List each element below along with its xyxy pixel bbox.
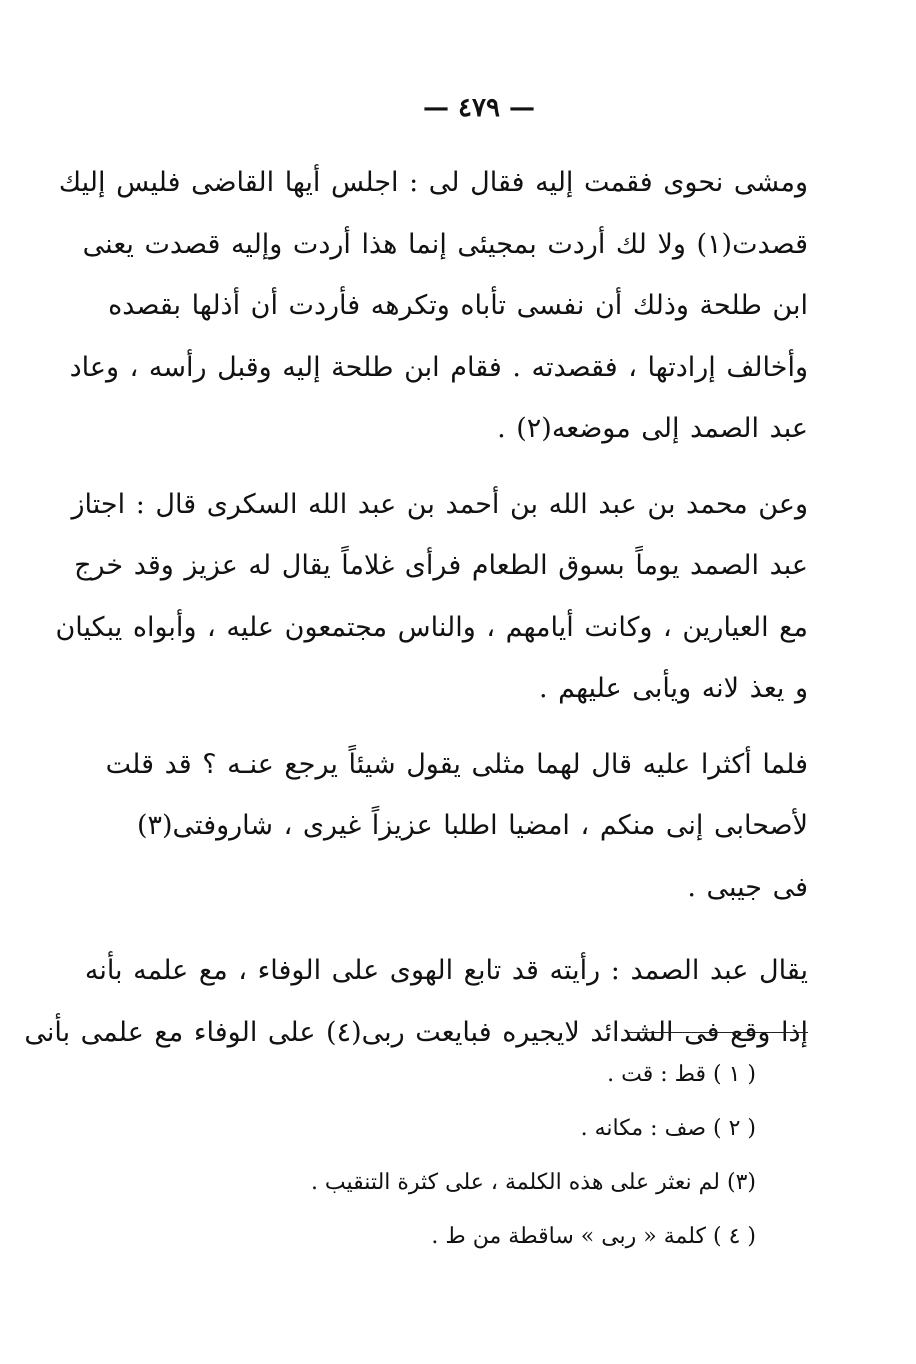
text-line: و يعذ لانه ويأبى عليهم .	[538, 673, 808, 704]
main-text	[24, 152, 808, 1063]
text-line: فى جيبى .	[687, 871, 808, 903]
text-line: عبد الصمد إلى موضعه(٢) .	[497, 413, 808, 444]
footnote-divider	[628, 1032, 808, 1033]
footnote-3: (٣) لم نعثر على هذه الكلمة ، على كثرة التنقيب .	[310, 1170, 756, 1195]
footnote-1: ( ١ ) قط : قت .	[607, 1062, 756, 1087]
paragraph-3	[105, 734, 808, 919]
page-number: — ٤٧٩ —	[422, 93, 536, 123]
footnote-2: ( ٢ ) صف : مكانه .	[580, 1116, 756, 1141]
text-line: ابن طلحة وذلك أن نفسى تأباه وتكرهه فأردت أن أذلها بقصده	[108, 290, 808, 321]
text-line: وعن محمد بن عبد الله بن أحمد بن عبد الله السكرى قال : اجتاز	[71, 488, 808, 520]
paragraph-4	[24, 940, 808, 1063]
text-line: ومشى نحوى فقمت إليه فقال لى : اجلس أيها القاضى فليس إليك	[58, 167, 808, 198]
text-line: فلما أكثرا عليه قال لهما مثلى يقول شيئاً يرجع عنـه ؟ قد قلت	[105, 748, 808, 780]
text-line: لأصحابى إنى منكم ، امضيا اطلبا عزيزاً غيرى ، شاروفتى(٣)	[136, 810, 808, 841]
text-line: يقال عبد الصمد : رأيته قد تابع الهوى على الوفاء ، مع علمه بأنه	[84, 955, 808, 986]
text-line: عبد الصمد يوماً بسوق الطعام فرأى غلاماً يقال له عزيز وقد خرج	[74, 550, 808, 581]
text-line: قصدت(١) ولا لك أردت بمجيئى إنما هذا أردت وإليه قصدت يعنى	[82, 228, 808, 260]
text-line: وأخالف إرادتها ، فقصدته . فقام ابن طلحة إليه وقبل رأسه ، وعاد	[69, 351, 808, 383]
paragraph-2	[55, 474, 808, 720]
text-line: مع العيارين ، وكانت أيامهم ، والناس مجتمعون عليه ، وأبواه يبكيان	[55, 611, 808, 643]
text-line: إذا وقع فى الشدائد لايجيره فبايعت ربى(٤) على الوفاء مع علمى بأنى	[24, 1016, 808, 1048]
footnote-4: ( ٤ ) كلمة « ربى » ساقطة من ط .	[431, 1224, 756, 1249]
footnotes	[150, 1048, 756, 1264]
paragraph-1	[58, 152, 808, 460]
